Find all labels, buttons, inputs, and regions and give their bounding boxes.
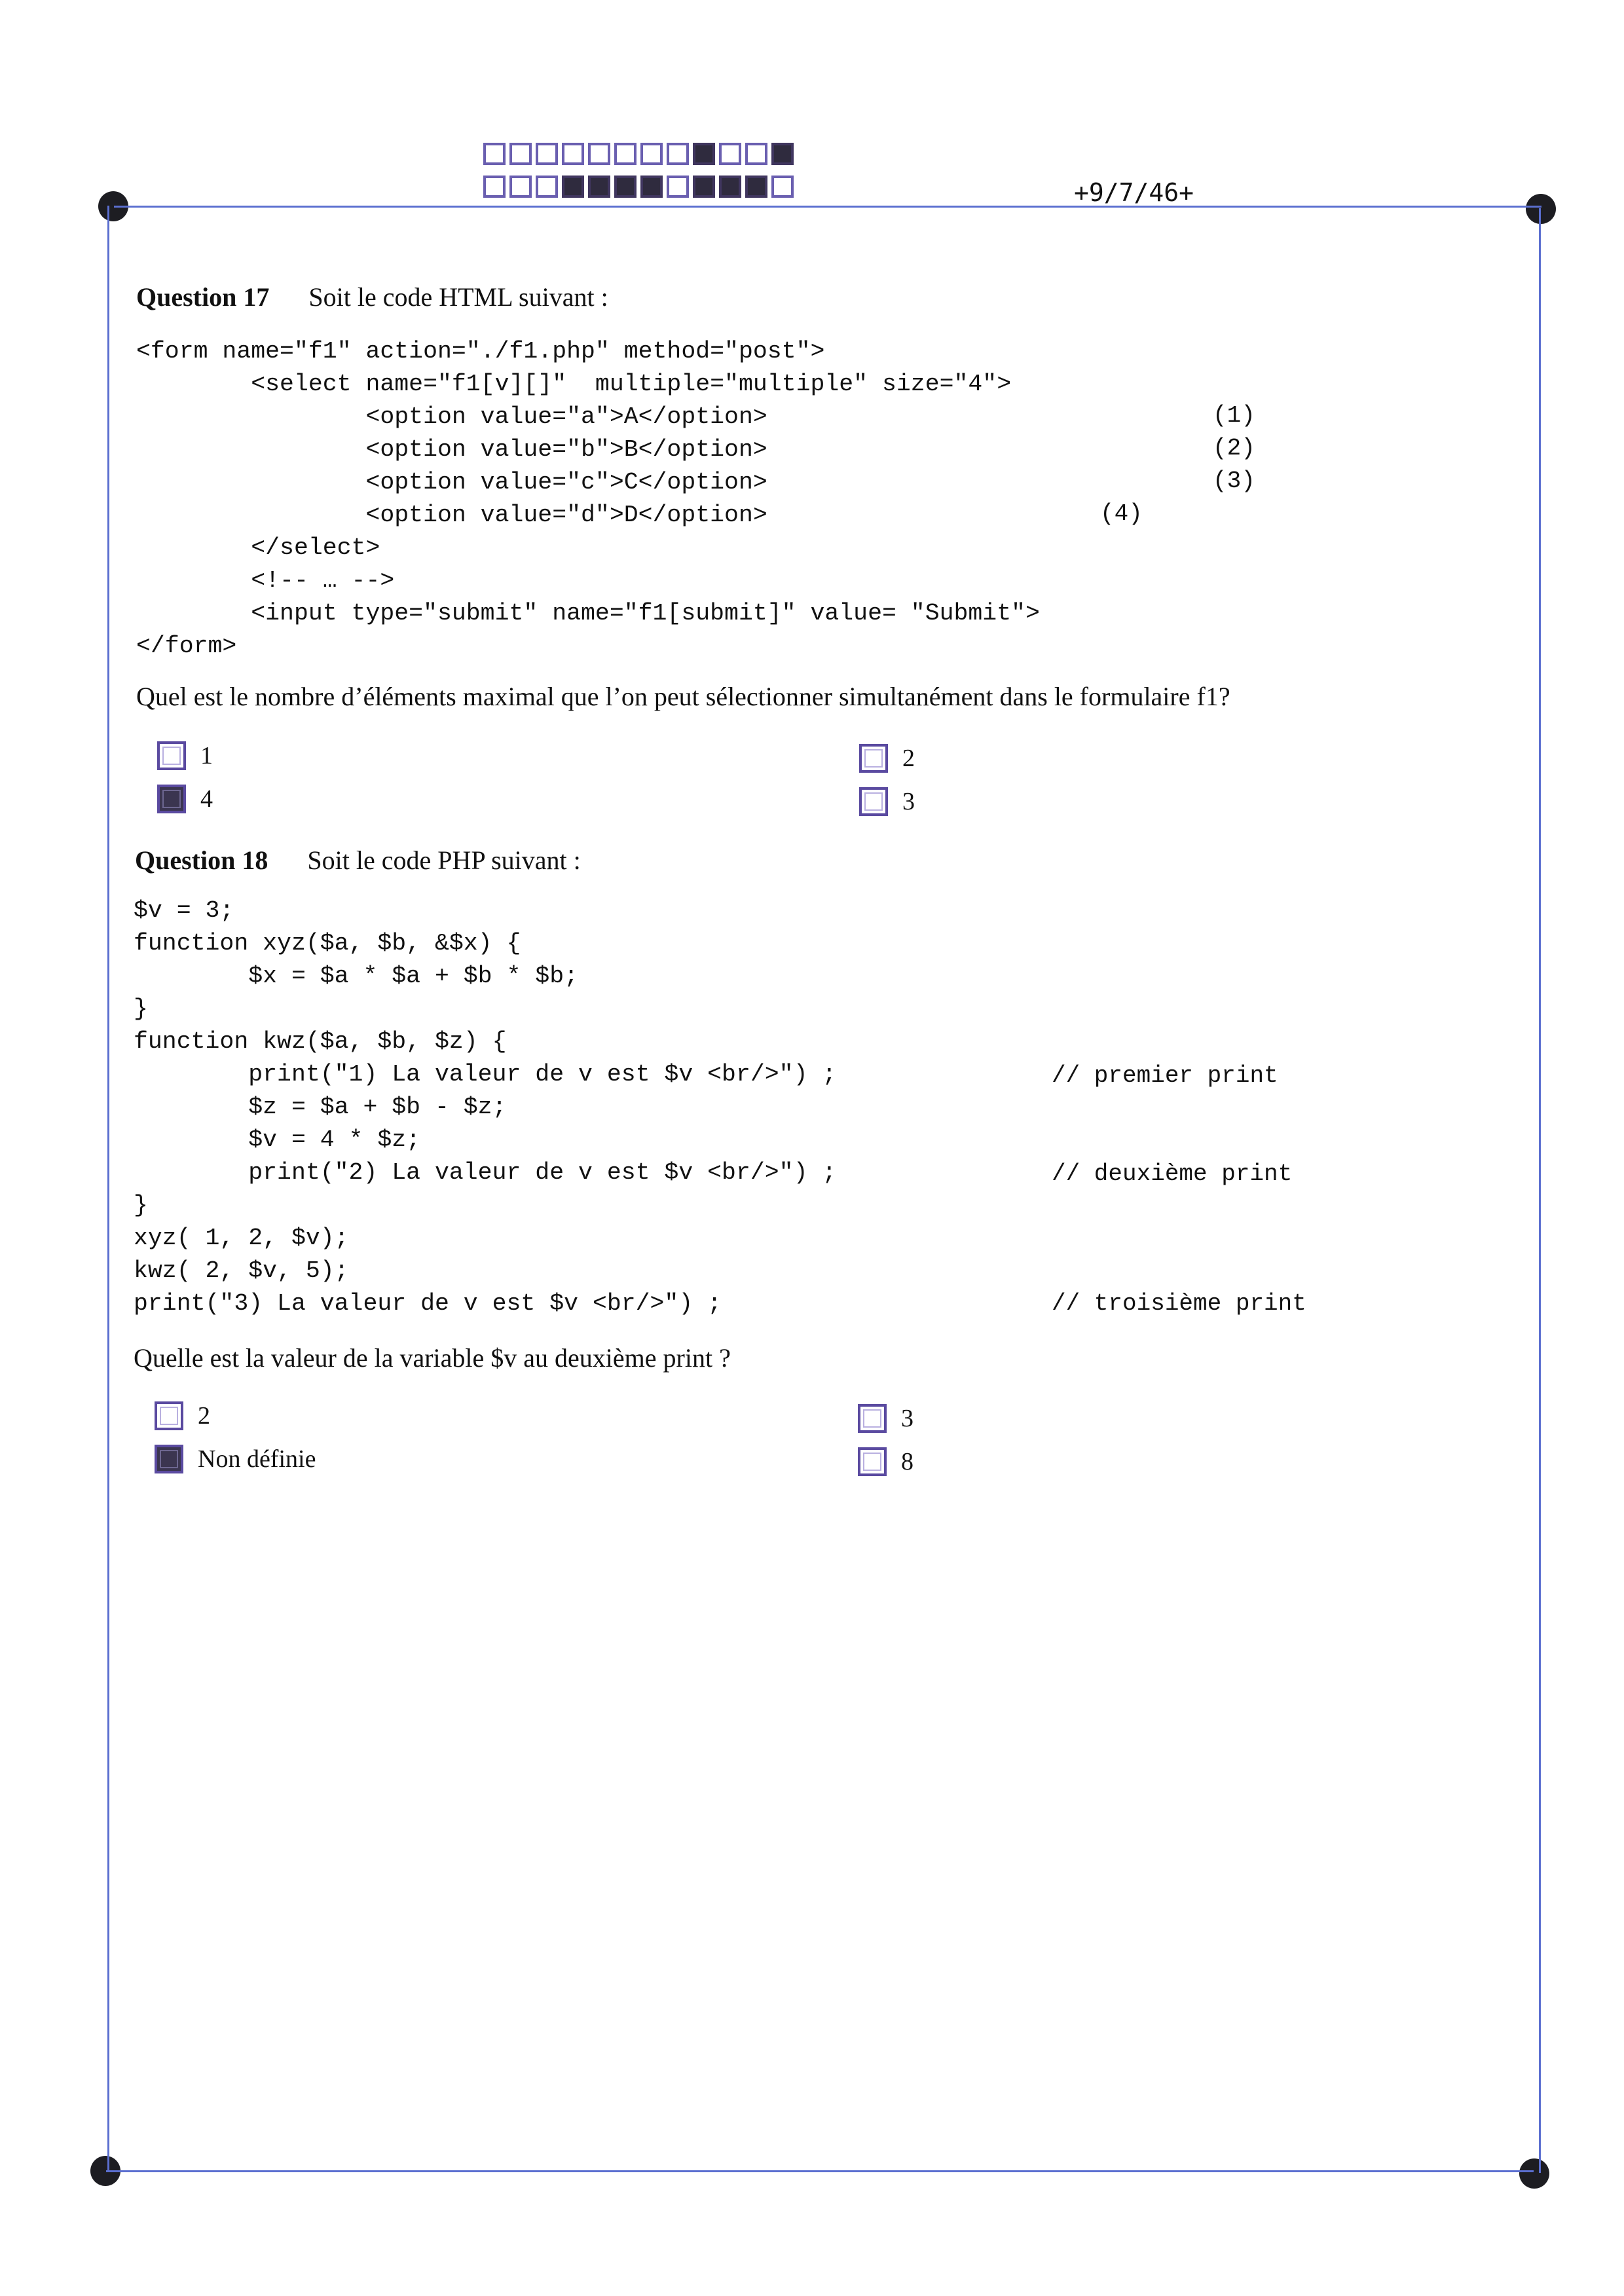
q18-answer-non-definie[interactable] (155, 1445, 316, 1473)
frame-bottom-line (106, 2170, 1534, 2172)
q18-answer-2[interactable] (155, 1401, 210, 1430)
sheet-code-row-2 (483, 176, 794, 198)
question-18-text: Quelle est la valeur de la variable $v au deuxième print ? (134, 1343, 731, 1373)
q17-answer-2[interactable] (859, 744, 915, 773)
question-18-label: Question 18 (135, 845, 268, 875)
corner-mark-top-right (1526, 194, 1556, 224)
answer-label: 3 (901, 1405, 913, 1432)
frame-left-line (107, 206, 109, 2172)
code-cell-empty (745, 143, 767, 165)
code-cell-empty (509, 143, 532, 165)
checkbox[interactable] (858, 1447, 887, 1476)
corner-mark-bottom-right (1519, 2158, 1549, 2189)
question-17-code: <form name="f1" action="./f1.php" method="post"> <select name="f1[v][]" multiple="multiple" size="4"> <option value="a">A</option> <option value="b">B</option> <option value="c">C</option> <option value="d">D</option> </select> <!-- … --> <input type="submit" name="f1[submit]" value= "Submit"> </form> (136, 338, 1040, 659)
code-cell-empty (562, 143, 584, 165)
q18-answer-3[interactable] (858, 1404, 913, 1433)
answer-label: 3 (902, 788, 915, 815)
answer-label: Non définie (198, 1445, 316, 1473)
code-cell-filled (614, 176, 637, 198)
option-mark-2: (2) (1213, 435, 1255, 462)
checkbox-checked[interactable] (155, 1445, 183, 1473)
option-mark-1: (1) (1213, 402, 1255, 429)
frame-right-line (1539, 208, 1541, 2173)
option-mark-4: (4) (1100, 500, 1143, 527)
code-cell-empty (640, 143, 663, 165)
code-cell-filled (745, 176, 767, 198)
comment-deuxieme-print: // deuxième print (1052, 1160, 1293, 1187)
answer-label: 2 (198, 1402, 210, 1430)
checkbox[interactable] (858, 1404, 887, 1433)
answer-label: 4 (200, 785, 213, 813)
question-17-label: Question 17 (136, 282, 270, 312)
code-cell-filled (562, 176, 584, 198)
answer-label: 1 (200, 742, 213, 769)
question-18-code: $v = 3; function xyz($a, $b, &$x) { $x = $a * $a + $b * $b; } function kwz($a, $b, $z) { print("1) La valeur de v est $v <br/>") ; $z = $a + $b - $z; $v = 4 * $z; print("2) La valeur de v est $v <br/>") ; } xyz( 1, 2, $v); kwz( 2, $v, 5); print("3) La valeur de v est $v <br/>") ; (134, 897, 837, 1317)
code-cell-empty (483, 143, 506, 165)
code-cell-filled (771, 143, 794, 165)
checkbox[interactable] (859, 744, 888, 773)
code-cell-empty (536, 176, 558, 198)
q17-answer-4[interactable] (157, 785, 213, 813)
sheet-id: +9/7/46+ (1074, 178, 1194, 207)
code-cell-empty (771, 176, 794, 198)
checkbox[interactable] (859, 787, 888, 816)
q17-answer-3[interactable] (859, 787, 915, 816)
frame-top-line (114, 206, 1541, 208)
code-cell-filled (640, 176, 663, 198)
answer-label: 2 (902, 745, 915, 772)
checkbox-checked[interactable] (157, 785, 186, 813)
code-cell-empty (588, 143, 610, 165)
question-17-header (136, 282, 608, 312)
code-cell-empty (614, 143, 637, 165)
comment-premier-print: // premier print (1052, 1062, 1278, 1089)
code-cell-filled (693, 176, 715, 198)
option-mark-3: (3) (1213, 468, 1255, 494)
sheet-code-row-1 (483, 143, 794, 165)
answer-label: 8 (901, 1448, 913, 1475)
code-cell-empty (509, 176, 532, 198)
code-cell-filled (693, 143, 715, 165)
question-17-intro: Soit le code HTML suivant : (308, 282, 608, 312)
code-cell-empty (483, 176, 506, 198)
q18-answer-8[interactable] (858, 1447, 913, 1476)
code-cell-empty (536, 143, 558, 165)
comment-troisieme-print: // troisième print (1052, 1290, 1306, 1317)
question-18-header (135, 845, 581, 876)
code-cell-empty (719, 143, 741, 165)
code-cell-filled (588, 176, 610, 198)
checkbox[interactable] (155, 1401, 183, 1430)
q17-answer-1[interactable] (157, 741, 213, 770)
code-cell-empty (667, 143, 689, 165)
code-cell-filled (719, 176, 741, 198)
checkbox[interactable] (157, 741, 186, 770)
question-17-text: Quel est le nombre d’éléments maximal que l’on peut sélectionner simultanément dans le formulaire f1? (136, 682, 1230, 711)
code-cell-empty (667, 176, 689, 198)
question-18-intro: Soit le code PHP suivant : (307, 845, 581, 875)
